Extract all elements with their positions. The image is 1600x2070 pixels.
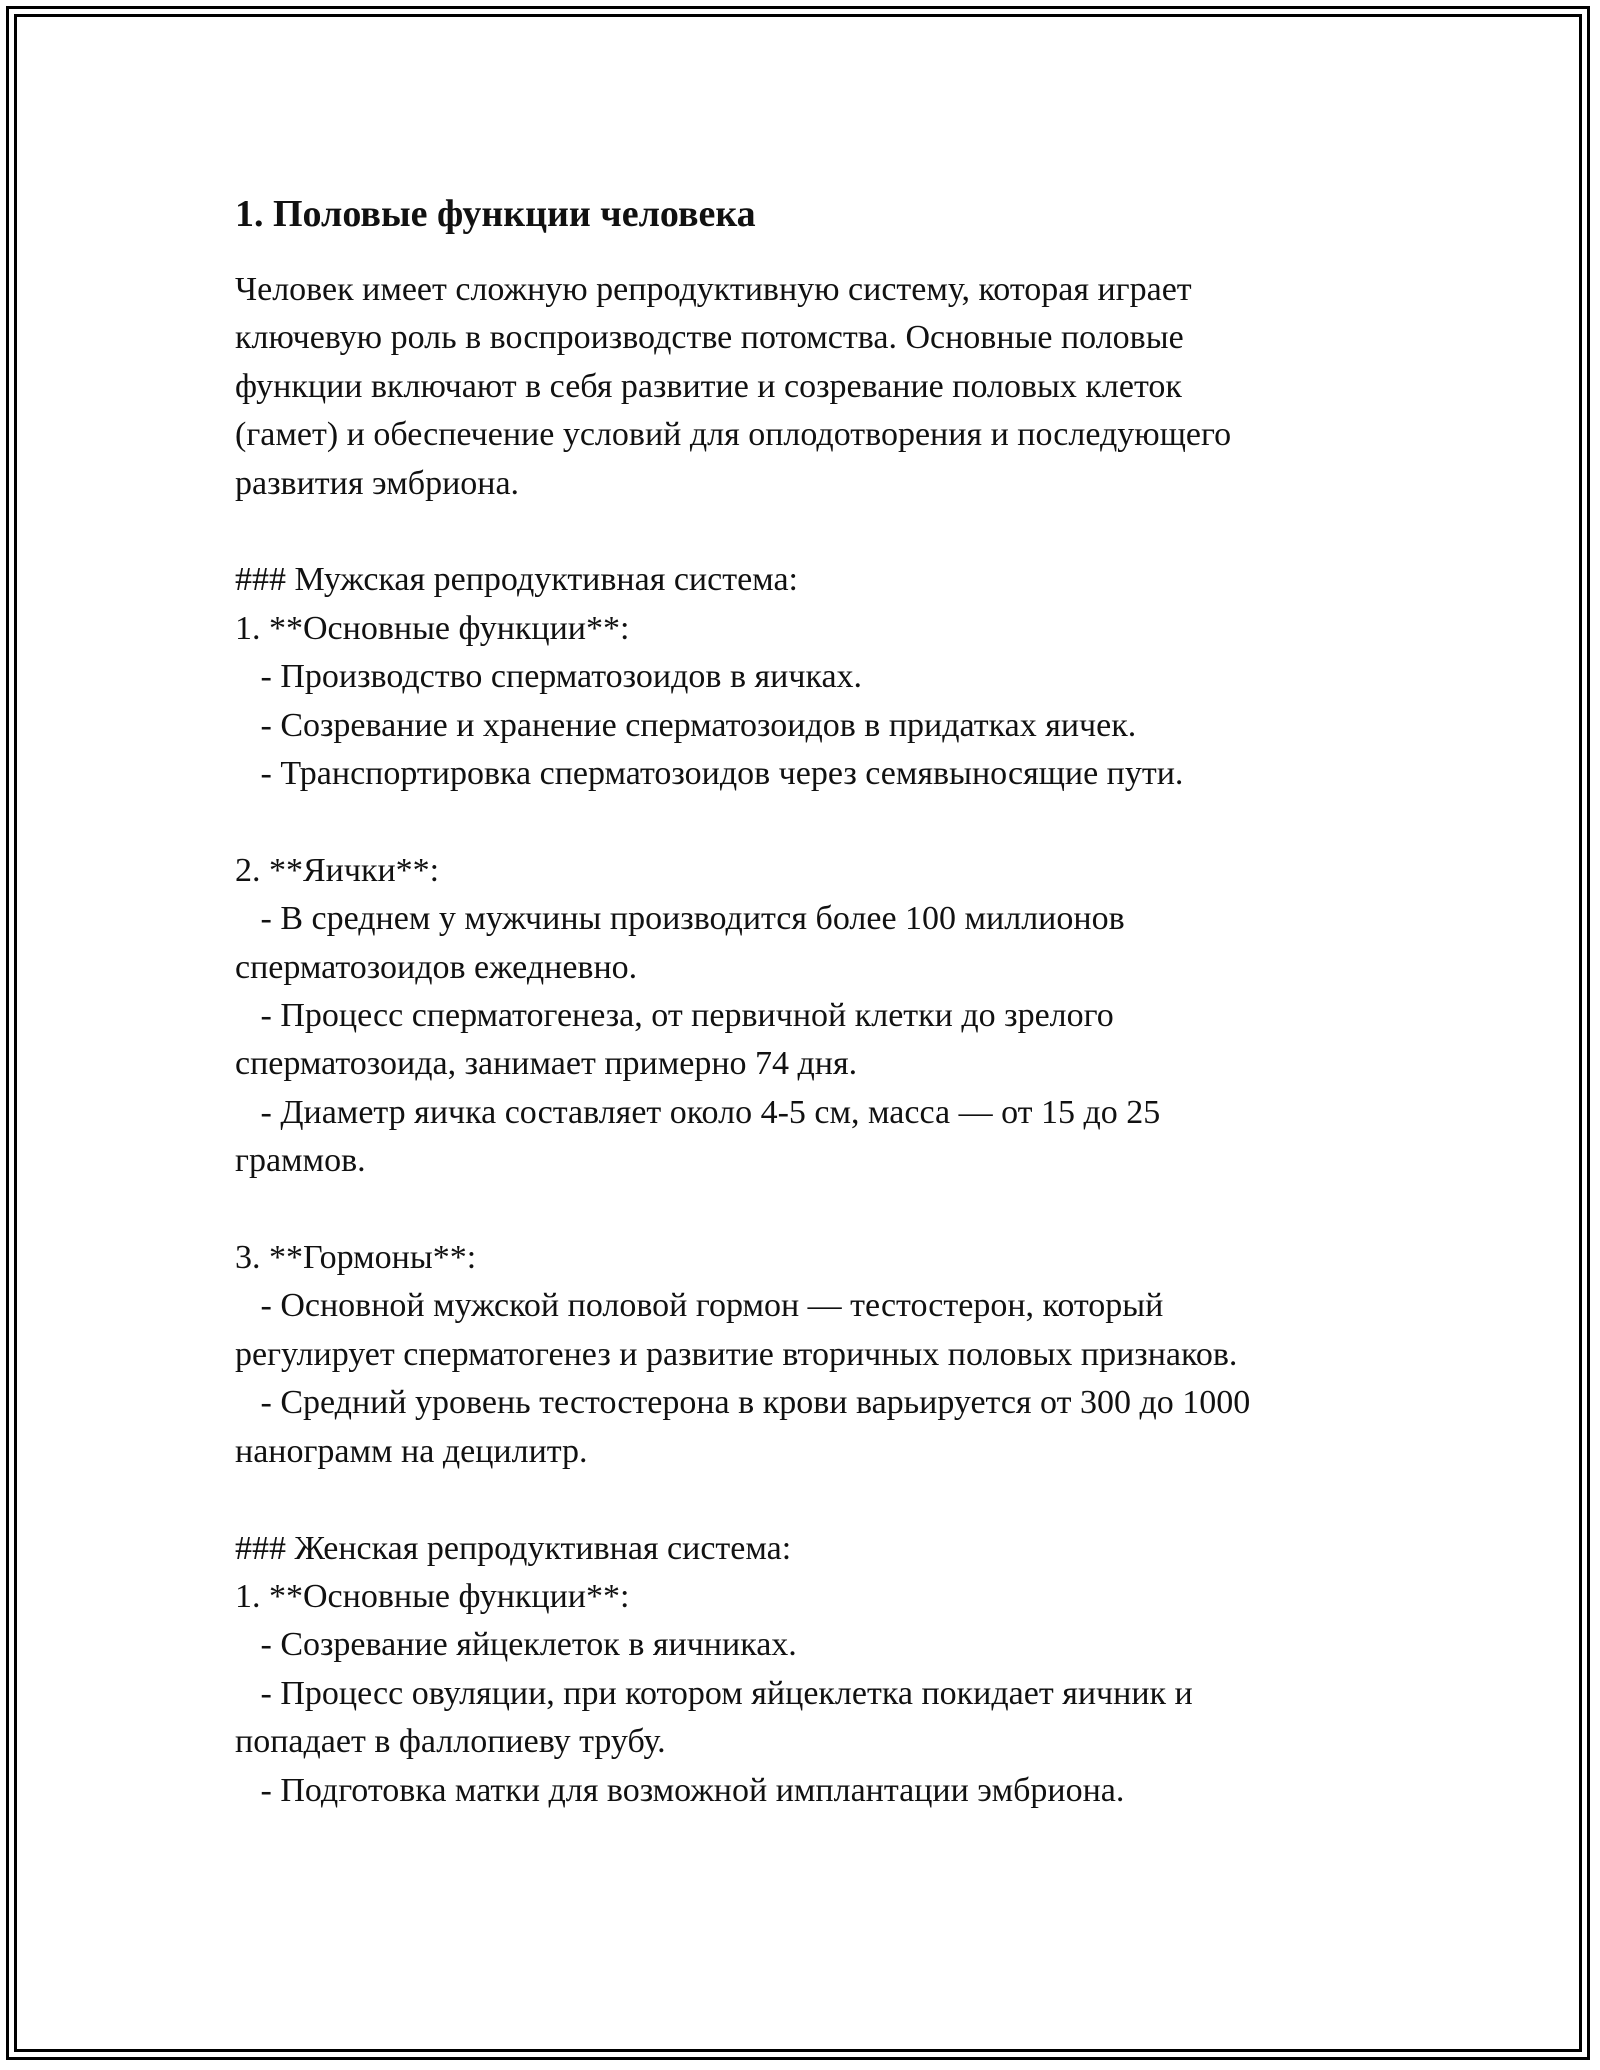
- list-heading: 3. **Гормоны**:: [235, 1239, 477, 1277]
- list-item: - Подготовка матки для возможной имплантации эмбриона.: [235, 1771, 1125, 1809]
- list-item: - Основной мужской половой гормон — тестостерон, который: [235, 1287, 1164, 1325]
- list-item: сперматозоидов ежедневно.: [235, 948, 638, 986]
- intro-line: Человек имеет сложную репродуктивную систему, которая играет: [235, 271, 1192, 308]
- spacer: [235, 1186, 1385, 1234]
- list-heading: 2. **Яички**:: [235, 851, 440, 889]
- list-item: - Процесс сперматогенеза, от первичной клетки до зрелого: [235, 997, 1114, 1035]
- list-item: - В среднем у мужчины производится более 100 миллионов: [235, 900, 1125, 938]
- female-section: [235, 1525, 1385, 1815]
- section-heading: ### Мужская репродуктивная система:: [235, 561, 798, 599]
- list-item: - Диаметр яичка составляет около 4-5 см, масса — от 15 до 25: [235, 1093, 1161, 1131]
- list-item: - Процесс овуляции, при котором яйцеклетка покидает яичник и: [235, 1674, 1193, 1712]
- list-item: - Средний уровень тестостерона в крови варьируется от 300 до 1000: [235, 1384, 1251, 1422]
- list-heading: 1. **Основные функции**:: [235, 609, 630, 647]
- list-item: - Транспортировка сперматозоидов через семявыносящие пути.: [235, 755, 1184, 793]
- document-body: [235, 186, 1385, 1815]
- list-item: нанограмм на децилитр.: [235, 1432, 588, 1470]
- intro-line: развития эмбриона.: [235, 464, 520, 502]
- intro-line: функции включают в себя развитие и созревание половых клеток: [235, 367, 1182, 405]
- list-item: граммов.: [235, 1142, 366, 1180]
- intro-line: ключевую роль в воспроизводстве потомства. Основные половые: [235, 319, 1184, 357]
- list-heading: 1. **Основные функции**:: [235, 1577, 630, 1615]
- section-heading: ### Женская репродуктивная система:: [235, 1529, 792, 1567]
- spacer: [235, 508, 1385, 556]
- spacer: [235, 1476, 1385, 1524]
- list-item: - Созревание яйцеклеток в яичниках.: [235, 1626, 797, 1664]
- list-item: сперматозоида, занимает примерно 74 дня.: [235, 1045, 858, 1083]
- document-title: 1. Половые функции человека: [235, 193, 756, 235]
- intro-paragraph: [235, 266, 1385, 508]
- spacer: [235, 798, 1385, 846]
- list-item: - Созревание и хранение сперматозоидов в придатках яичек.: [235, 706, 1137, 744]
- list-item: регулирует сперматогенез и развитие вторичных половых признаков.: [235, 1335, 1238, 1373]
- intro-line: (гамет) и обеспечение условий для оплодотворения и последующего: [235, 416, 1232, 454]
- male-section: [235, 556, 1385, 1476]
- list-item: - Производство сперматозоидов в яичках.: [235, 658, 863, 696]
- list-item: попадает в фаллопиеву трубу.: [235, 1723, 666, 1761]
